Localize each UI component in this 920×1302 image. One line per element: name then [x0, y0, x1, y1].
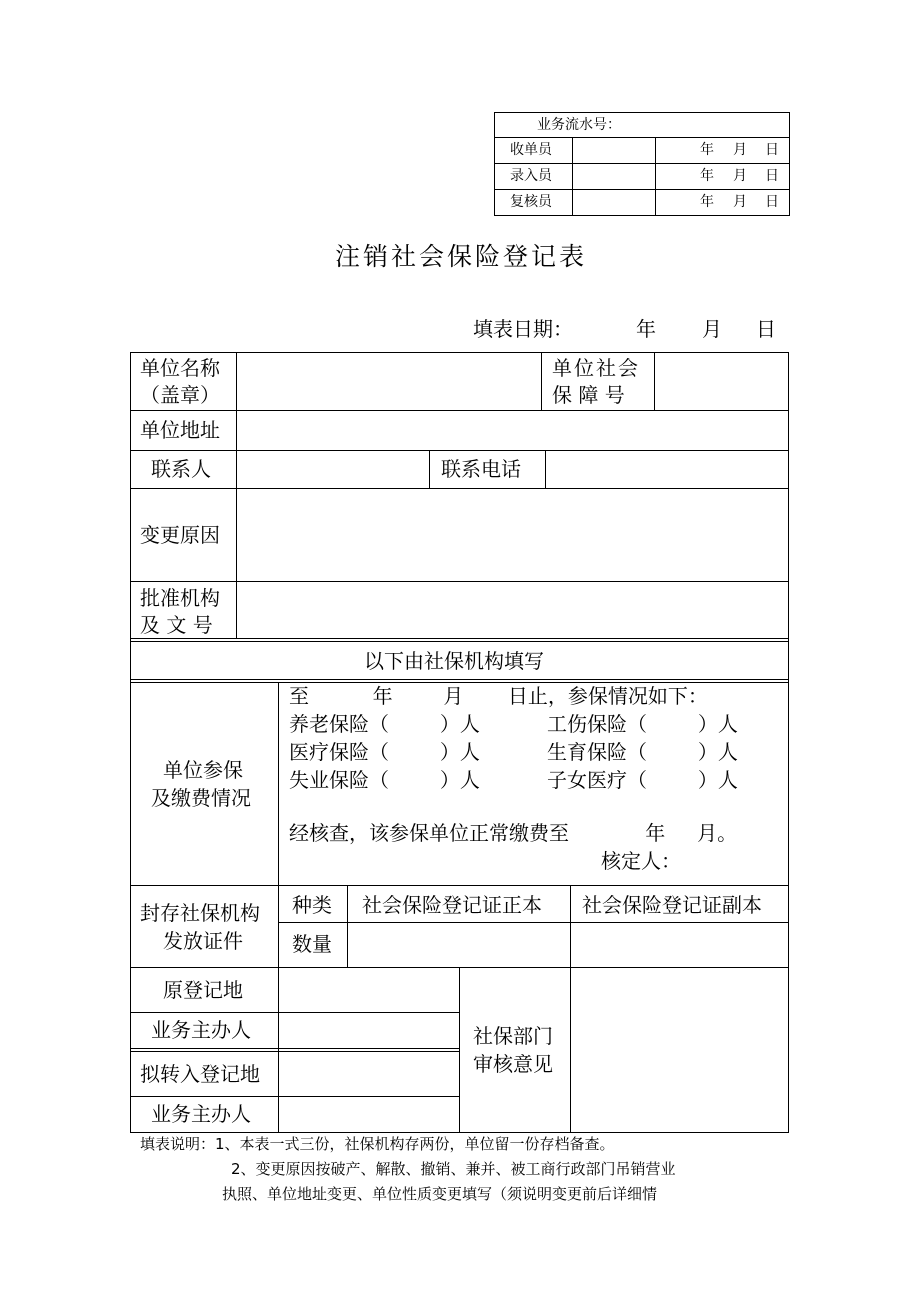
contact-phone-field[interactable]: [547, 452, 787, 487]
review-opinion-label: 社保部门: [473, 1024, 553, 1048]
approval-agency-label: 批准机构: [140, 586, 220, 610]
unit-address-label: 单位地址: [140, 418, 220, 442]
payment-verification-line: 经核查，该参保单位正常缴费至 年 月。: [289, 821, 738, 845]
maternity-insurance: 生育保险（ ）人: [547, 740, 738, 764]
receiver-label: 收单员: [510, 142, 552, 158]
contact-person-field[interactable]: [238, 452, 428, 487]
approval-field[interactable]: [238, 583, 787, 637]
certificate-type-label: 种类: [292, 893, 332, 917]
certificate-quantity-label: 数量: [292, 932, 332, 956]
reviewer-label: 复核员: [510, 194, 552, 210]
insurance-label-2: 及缴费情况: [151, 786, 251, 810]
verifier-label: 核定人：: [601, 849, 681, 873]
target-registration-place-field[interactable]: [280, 1053, 458, 1095]
handler-label-2: 业务主办人: [151, 1102, 251, 1126]
certificate-original-label: 社会保险登记证正本: [362, 893, 542, 917]
unit-name-field[interactable]: [238, 354, 540, 409]
unit-address-field[interactable]: [238, 412, 787, 449]
injury-insurance: 工伤保险（ ）人: [547, 712, 738, 736]
review-opinion-field[interactable]: [572, 969, 787, 1131]
note-line-3: 执照、单位地址变更、单位性质变更填写（须说明变更前后详细情: [222, 1185, 658, 1203]
unemployment-insurance: 失业保险（ ）人: [289, 768, 480, 792]
entry-month: 月: [733, 168, 747, 184]
entry-clerk-label: 录入员: [510, 168, 552, 184]
handler-field[interactable]: [280, 1014, 458, 1047]
serial-number-label: 业务流水号：: [537, 117, 621, 133]
original-registration-place-label: 原登记地: [163, 978, 243, 1002]
social-security-number-label-2: 保 障 号: [552, 383, 625, 407]
social-security-number-label: 单位社会: [552, 356, 640, 380]
receiver-month: 月: [733, 142, 747, 158]
reviewer-year: 年: [700, 194, 714, 210]
handler-label: 业务主办人: [151, 1018, 251, 1042]
handler-field-2[interactable]: [280, 1098, 458, 1131]
fill-date-day: 日: [756, 317, 776, 341]
certificates-label: 封存社保机构: [140, 901, 260, 925]
insurance-label: 单位参保: [163, 758, 243, 782]
child-medical-insurance: 子女医疗（ ）人: [547, 768, 738, 792]
note-line-2: 2、变更原因按破产、解散、撤销、兼并、被工商行政部门吊销营业: [231, 1160, 676, 1178]
certificates-label-2: 发放证件: [163, 929, 243, 953]
target-registration-place-label: 拟转入登记地: [140, 1062, 260, 1086]
receiver-year: 年: [700, 142, 714, 158]
copy-quantity-field[interactable]: [572, 924, 787, 966]
receiver-day: 日: [765, 142, 779, 158]
page-title: 注销社会保险登记表: [335, 242, 588, 271]
original-quantity-field[interactable]: [349, 924, 569, 966]
certificate-copy-label: 社会保险登记证副本: [582, 893, 762, 917]
unit-name-label: 单位名称: [140, 356, 220, 380]
insurance-period-line: 至 年 月 日止，参保情况如下：: [289, 684, 708, 708]
approval-document-label: 及 文 号: [140, 613, 213, 637]
social-security-number-field[interactable]: [656, 354, 787, 409]
reviewer-day: 日: [765, 194, 779, 210]
change-reason-field[interactable]: [238, 490, 787, 580]
section-header: 以下由社保机构填写: [364, 649, 544, 673]
fill-date-year: 年: [636, 317, 656, 341]
contact-person-label: 联系人: [151, 457, 211, 481]
contact-phone-label: 联系电话: [441, 457, 521, 481]
reviewer-month: 月: [733, 194, 747, 210]
original-registration-place-field[interactable]: [280, 969, 458, 1011]
review-opinion-label-2: 审核意见: [473, 1052, 553, 1076]
fill-date-label: 填表日期：: [473, 317, 573, 341]
entry-day: 日: [765, 168, 779, 184]
pension-insurance: 养老保险（ ）人: [289, 712, 480, 736]
fill-date-month: 月: [702, 317, 722, 341]
unit-seal-label: （盖章）: [140, 383, 220, 407]
entry-year: 年: [700, 168, 714, 184]
note-line-1: 填表说明：1、本表一式三份，社保机构存两份，单位留一份存档备查。: [140, 1135, 615, 1153]
change-reason-label: 变更原因: [140, 523, 220, 547]
medical-insurance: 医疗保险（ ）人: [289, 740, 480, 764]
